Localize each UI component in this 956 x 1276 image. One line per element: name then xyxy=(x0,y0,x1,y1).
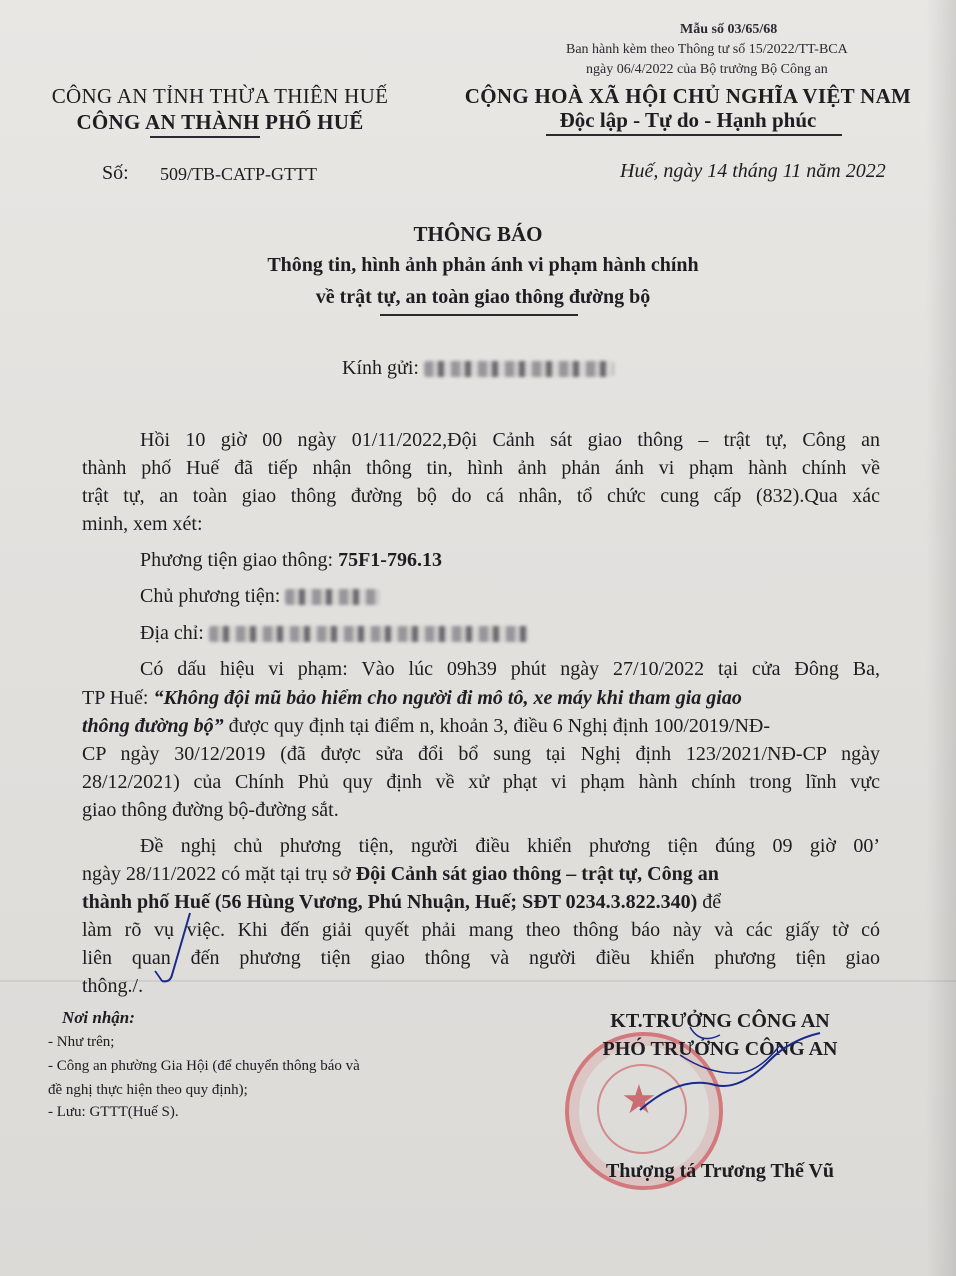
p3-line-6: thông./. xyxy=(82,975,144,997)
p3-line-2 xyxy=(82,862,880,886)
recipient-item-3: đề nghị thực hiện theo quy định); xyxy=(48,1082,248,1098)
p1-line-3: trật tự, an toàn giao thông đường bộ do cá nhân, tổ chức cung cấp (832).Qua xác xyxy=(82,485,880,507)
p2-line-5: 28/12/2021) của Chính Phủ quy định về xử phạt vi phạm hành chính trong lĩnh vực xyxy=(82,771,880,793)
redacted-address xyxy=(209,626,529,642)
doc-number-label: Số: xyxy=(102,162,129,184)
seal-star-icon: ★ xyxy=(621,1077,657,1122)
recipients-label: Nơi nhận: xyxy=(62,1008,135,1027)
p3-office-address: thành phố Huế (56 Hùng Vương, Phú Nhuận, Huế; SĐT 0234.3.822.340) xyxy=(82,891,698,913)
p3-line-5: liên quan đến phương tiện giao thông và người điều khiển phương tiện giao xyxy=(82,947,880,969)
owner-label: Chủ phương tiện: xyxy=(140,585,281,607)
form-issued-line1: Ban hành kèm theo Thông tư số 15/2022/TT-BCA xyxy=(566,42,848,57)
p2-line-1: Có dấu hiệu vi phạm: Vào lúc 09h39 phút ngày 27/10/2022 tại cửa Đông Ba, xyxy=(140,658,880,680)
handwritten-signature-icon xyxy=(620,1015,840,1135)
doc-subtitle-2: về trật tự, an toàn giao thông đường bộ xyxy=(315,286,651,308)
vehicle-plate: 75F1-796.13 xyxy=(338,549,442,571)
p3-line-2-lead: ngày 28/11/2022 có mặt tại trụ sở xyxy=(82,863,351,885)
p2-line-4: CP ngày 30/12/2019 (đã được sửa đổi bổ sung tại Nghị định 123/2021/NĐ-CP ngày xyxy=(82,743,880,765)
doc-number: 509/TB-CATP-GTTT xyxy=(160,164,317,184)
p2-line-3 xyxy=(82,714,880,738)
doc-subtitle-1: Thông tin, hình ảnh phản ánh vi phạm hành chính xyxy=(267,254,699,276)
p3-line-1: Đề nghị chủ phương tiện, người điều khiển phương tiện đúng 09 giờ 00’ xyxy=(140,835,880,857)
p2-violation-quote-2: thông đường bộ” xyxy=(82,715,224,737)
p2-line-6: giao thông đường bộ-đường sắt. xyxy=(82,799,339,821)
p3-office-name: Đội Cảnh sát giao thông – trật tự, Công an xyxy=(355,863,719,885)
p1-line-1: Hồi 10 giờ 00 ngày 01/11/2022,Đội Cảnh sát giao thông – trật tự, Công an xyxy=(140,429,880,451)
recipient-item-2: - Công an phường Gia Hội (để chuyển thông báo và xyxy=(48,1058,360,1074)
signature-line-1: KT.TRƯỞNG CÔNG AN xyxy=(610,1010,830,1032)
place-date: Huế, ngày 14 tháng 11 năm 2022 xyxy=(620,160,886,182)
p3-line-3-rest: để xyxy=(702,891,722,913)
p1-line-2: thành phố Huế đã tiếp nhận thông tin, hình ảnh phản ánh vi phạm hành chính về xyxy=(82,457,880,479)
p2-line-2 xyxy=(82,686,880,710)
pen-check-mark-icon xyxy=(150,905,210,990)
paper-fold xyxy=(0,980,956,982)
signatory-name: Thượng tá Trương Thế Vũ xyxy=(605,1160,835,1182)
recipient-item-1: - Như trên; xyxy=(48,1034,115,1050)
signature-line-2: PHÓ TRƯỞNG CÔNG AN xyxy=(602,1038,838,1060)
p2-line-3-rest: được quy định tại điểm n, khoản 3, điều 6 Nghị định 100/2019/NĐ- xyxy=(228,715,770,737)
address-row xyxy=(140,621,529,645)
p1-line-4: minh, xem xét: xyxy=(82,513,203,535)
form-number: Mẫu số 03/65/68 xyxy=(680,22,778,37)
motto-underline xyxy=(546,134,842,136)
vehicle-row xyxy=(140,548,442,572)
title-underline xyxy=(380,314,578,316)
agency-underline xyxy=(150,136,260,138)
nation-title: CỘNG HOÀ XÃ HỘI CHỦ NGHĨA VIỆT NAM xyxy=(464,84,912,108)
paper-edge-shadow xyxy=(926,0,956,1276)
redacted-recipient xyxy=(424,361,614,377)
salutation-label: Kính gửi: xyxy=(342,357,419,379)
agency-name: CÔNG AN THÀNH PHỐ HUẾ xyxy=(76,110,364,134)
p2-line-2-lead: TP Huế: xyxy=(82,687,149,709)
owner-row xyxy=(140,584,380,608)
nation-motto: Độc lập - Tự do - Hạnh phúc xyxy=(559,108,817,132)
vehicle-label: Phương tiện giao thông: xyxy=(140,549,334,571)
recipient-item-4: - Lưu: GTTT(Huế S). xyxy=(48,1104,179,1120)
salutation xyxy=(342,356,614,380)
p2-violation-quote-1: “Không đội mũ bảo hiểm cho người đi mô tô, xe máy khi tham gia giao xyxy=(153,687,742,709)
doc-title: THÔNG BÁO xyxy=(413,222,543,246)
agency-parent: CÔNG AN TỈNH THỪA THIÊN HUẾ xyxy=(51,84,389,108)
p3-line-4: làm rõ vụ việc. Khi đến giải quyết phải mang theo thông báo này và các giấy tờ có xyxy=(82,919,880,941)
address-label: Địa chỉ: xyxy=(140,622,204,644)
form-issued-line2: ngày 06/4/2022 của Bộ trưởng Bộ Công an xyxy=(586,62,828,77)
redacted-owner xyxy=(285,589,380,605)
